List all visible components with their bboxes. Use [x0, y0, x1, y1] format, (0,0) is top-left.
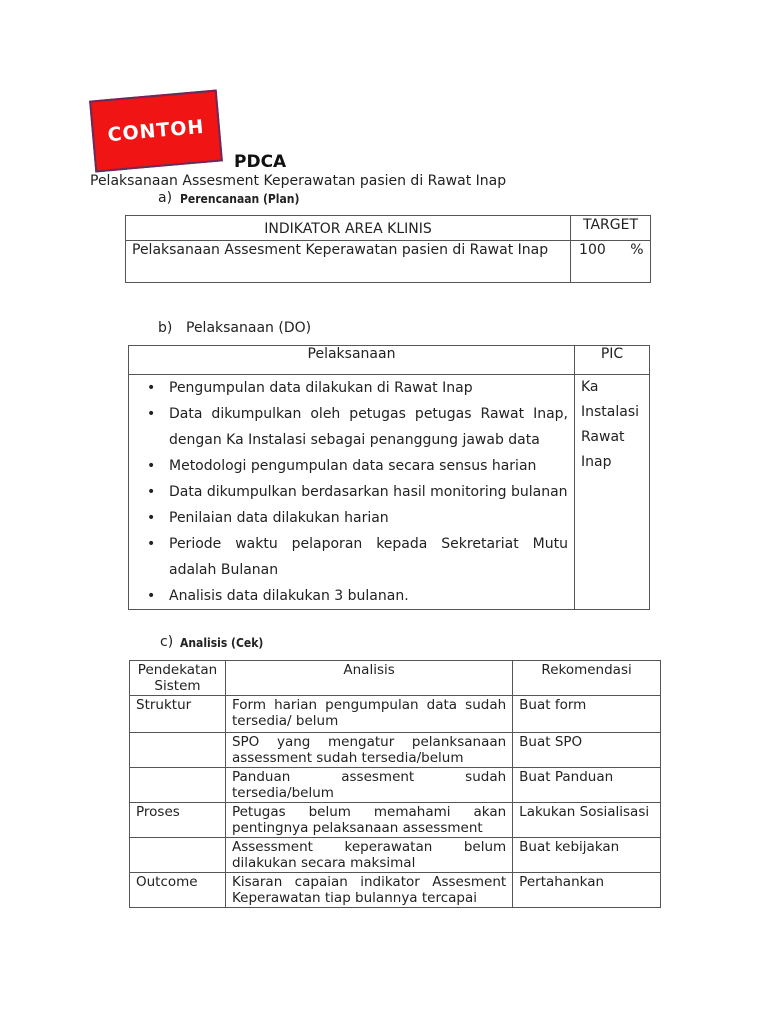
list-item: • Analisis data dilakukan 3 bulanan. — [169, 583, 568, 609]
contoh-stamp — [89, 90, 223, 173]
plan-heading: Perencanaan (Plan) — [180, 192, 300, 206]
pic-line: Inap — [581, 454, 612, 470]
do-list — [135, 375, 568, 609]
check-heading-letter: c) — [160, 634, 174, 650]
do-table — [128, 345, 650, 610]
plan-table — [125, 215, 651, 283]
table-cell: Pertahankan — [513, 873, 661, 908]
check-heading: Analisis (Cek) — [180, 636, 264, 650]
table-cell: Buat kebijakan — [513, 838, 661, 873]
table-cell: Kisaran capaian indikator Assesment Keperawatan tiap bulannya tercapai — [225, 873, 512, 908]
list-item: • Pengumpulan data dilakukan di Rawat Inap — [169, 375, 568, 401]
list-item: • Metodologi pengumpulan data secara sensus harian — [169, 453, 568, 479]
plan-target-unit: % — [630, 242, 644, 258]
plan-indicator-cell: Pelaksanaan Assesment Keperawatan pasien di Rawat Inap — [126, 241, 571, 283]
table-cell: Panduan assesment sudah tersedia/belum — [225, 768, 512, 803]
table-cell: Assessment keperawatan belum dilakukan secara maksimal — [225, 838, 512, 873]
table-cell: Outcome — [130, 873, 226, 908]
table-cell: Struktur — [130, 696, 226, 733]
do-pic-cell — [575, 375, 650, 610]
list-item: • Periode waktu pelaporan kepada Sekretariat Mutu adalah Bulanan — [169, 531, 568, 583]
plan-target-cell — [571, 241, 651, 283]
table-cell — [130, 768, 226, 803]
table-cell: Petugas belum memahami akan pentingnya pelaksanaan assessment — [225, 803, 512, 838]
table-cell: Buat Panduan — [513, 768, 661, 803]
check-col-pendekatan: Pendekatan Sistem — [130, 661, 226, 696]
plan-target-value: 100 — [579, 242, 606, 258]
table-cell: Lakukan Sosialisasi — [513, 803, 661, 838]
do-heading-letter: b) — [158, 320, 173, 336]
check-table — [129, 660, 661, 908]
page-title: PDCA — [234, 152, 287, 172]
table-cell — [130, 838, 226, 873]
table-cell: Buat SPO — [513, 733, 661, 768]
do-col-pic: PIC — [575, 346, 650, 375]
pic-line: Ka — [581, 379, 599, 395]
check-col-rekomendasi: Rekomendasi — [513, 661, 661, 696]
table-cell: SPO yang mengatur pelanksanaan assessment sudah tersedia/belum — [225, 733, 512, 768]
page-subtitle: Pelaksanaan Assesment Keperawatan pasien di Rawat Inap — [90, 173, 507, 189]
plan-col-target: TARGET — [571, 216, 651, 241]
do-items-cell — [129, 375, 575, 610]
pic-line: Rawat — [581, 429, 625, 445]
table-cell: Form harian pengumpulan data sudah tersedia/ belum — [225, 696, 512, 733]
table-cell: Buat form — [513, 696, 661, 733]
table-cell: Proses — [130, 803, 226, 838]
list-item: • Penilaian data dilakukan harian — [169, 505, 568, 531]
pic-line: Instalasi — [581, 404, 640, 420]
list-item: • Data dikumpulkan berdasarkan hasil monitoring bulanan — [169, 479, 568, 505]
list-item: • Data dikumpulkan oleh petugas petugas Rawat Inap, dengan Ka Instalasi sebagai penanggung jawab data — [169, 401, 568, 453]
plan-heading-letter: a) — [158, 190, 173, 206]
check-col-analisis: Analisis — [225, 661, 512, 696]
plan-col-indicator: INDIKATOR AREA KLINIS — [126, 216, 571, 241]
stamp-label: CONTOH — [106, 115, 206, 147]
table-cell — [130, 733, 226, 768]
do-col-pelaksanaan: Pelaksanaan — [129, 346, 575, 375]
do-heading: Pelaksanaan (DO) — [186, 320, 312, 336]
